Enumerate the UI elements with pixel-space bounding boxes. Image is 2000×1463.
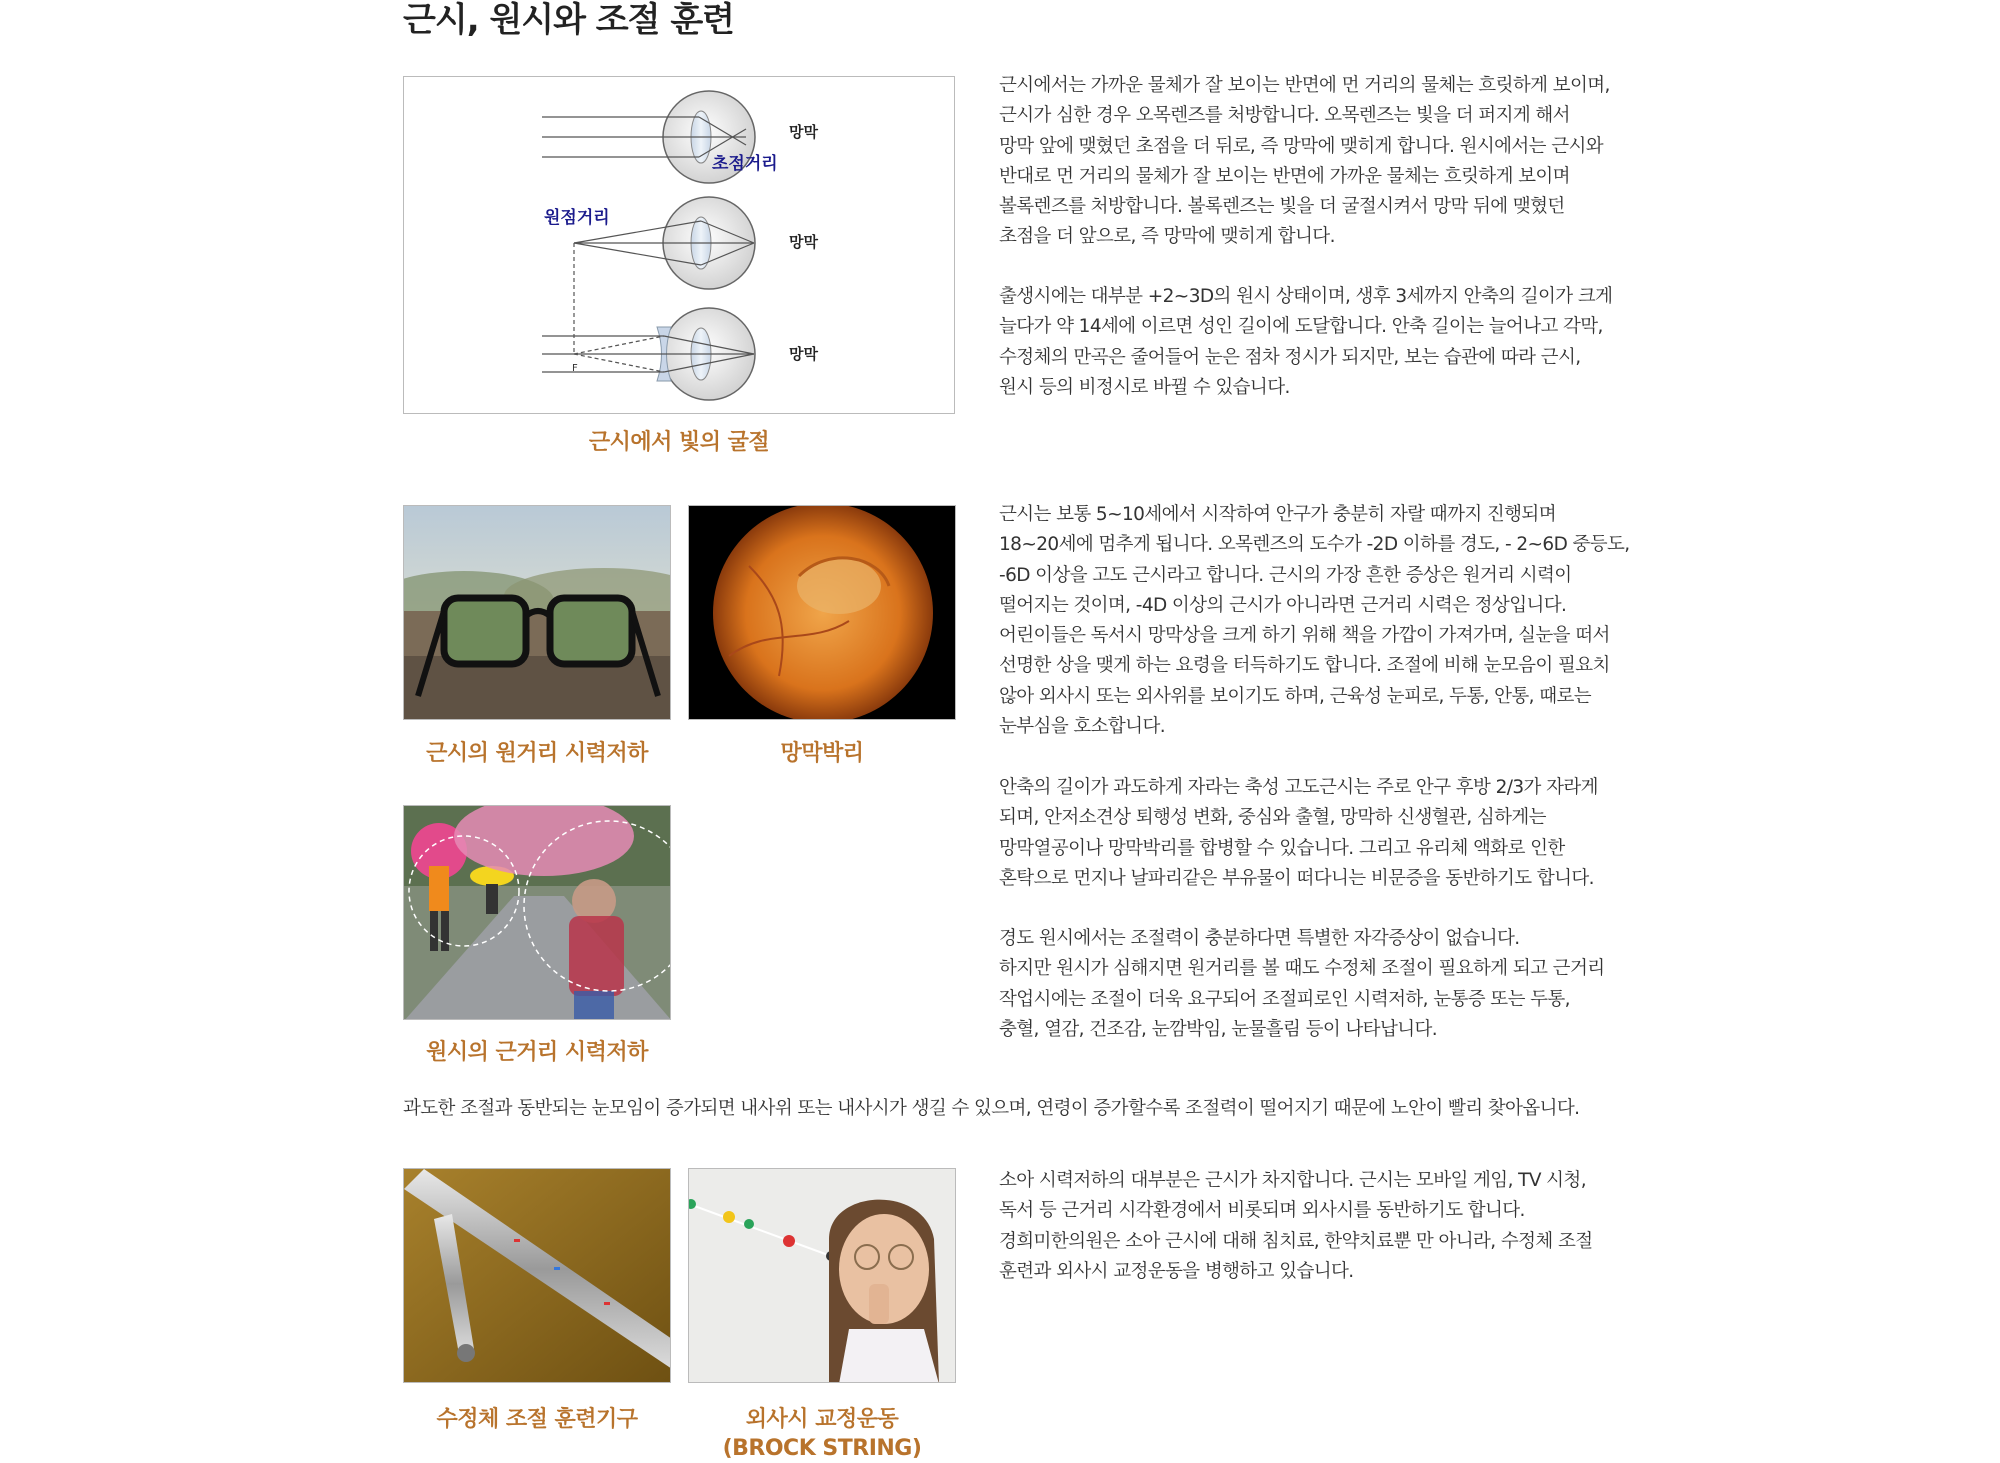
section2-full-line: 과도한 조절과 동반되는 눈모임이 증가되면 내사위 또는 내사시가 생길 수 있으며, 연령이 증가할수록 조절력이 떨어지기 때문에 노안이 빨리 찾아옵니다. [403, 1098, 1580, 1119]
brock-string-photo [688, 1168, 956, 1383]
hyperopia-umbrella-photo [403, 805, 671, 1020]
caption-hyperopia-near: 원시의 근거리 시력저하 [426, 1040, 648, 1065]
caption-refraction: 근시에서 빛의 굴절 [588, 430, 770, 455]
refraction-diagram [403, 76, 955, 414]
far-point-label: 원점거리 [544, 208, 610, 228]
page-title: 근시, 원시와 조절 훈련 [403, 0, 735, 40]
section2-paragraph-1: 근시는 보통 5~10세에서 시작하여 안구가 충분히 자랄 때까지 진행되며 18~20세에 멈추게 됩니다. 오목렌즈의 도수가 -2D 이하를 경도, - 2~6D 중등도, -6D 이상을 고도 근시라고 합니다. 근시의 가장 흔한 증상은 원거리 시력이 떨어지는 것이며, -4D 이상의 근시가 아니라면 근거리 시력은 정상입니다. 어린이들은 독서시 망막상을 크게 하기 위해 책을 가깝이 가져가며, 실눈을 떠서 선명한 상을 맺게 하는 요령을 터득하기도 합니다. 조절에 비해 눈모음이 필요치 않아 외사시 또는 외사위를 보이기도 하며, 근육성 눈피로, 두통, 안통, 때로는 눈부심을 호소합니다. [999, 504, 1630, 738]
section2-paragraph-3: 경도 원시에서는 조절력이 충분하다면 특별한 자각증상이 없습니다. 하지만 원시가 심해지면 원거리를 볼 때도 수정체 조절이 필요하게 되고 근거리 작업시에는 조절이 더욱 요구되어 조절피로인 시력저하, 눈통증 또는 두통, 충혈, 열감, 건조감, 눈깜박임, 눈물흘림 등이 나타납니다. [999, 928, 1605, 1040]
focus-f-label: F [572, 363, 578, 374]
myopia-glasses-photo [403, 505, 671, 720]
section2-paragraph-2: 안축의 길이가 과도하게 자라는 축성 고도근시는 주로 안구 후방 2/3가 자라게 되며, 안저소견상 퇴행성 변화, 중심와 출혈, 망막하 신생혈관, 심하게는 망막열공이나 망막박리를 합병할 수 있습니다. 그리고 유리체 액화로 인한 혼탁으로 먼지나 날파리같은 부유물이 떠다니는 비문증을 동반하기도 합니다. [999, 777, 1598, 889]
caption-brock-line-2: (BROCK STRING) [722, 1436, 922, 1461]
retina-label-1: 망막 [789, 123, 818, 141]
section1-paragraph-1: 근시에서는 가까운 물체가 잘 보이는 반면에 먼 거리의 물체는 흐릿하게 보이며, 근시가 심한 경우 오목렌즈를 처방합니다. 오목렌즈는 빛을 더 퍼지게 해서 망막 앞에 맺혔던 초점을 더 뒤로, 즉 망막에 맺히게 합니다. 원시에서는 근시와 반대로 먼 거리의 물체가 잘 보이는 반면에 가까운 물체는 흐릿하게 보이며 볼록렌즈를 처방합니다. 볼록렌즈는 빛을 더 굴절시켜서 망막 뒤에 맺혔던 초점을 더 앞으로, 즉 망막에 맺히게 합니다. [999, 75, 1610, 248]
section3-paragraph: 소아 시력저하의 대부분은 근시가 차지합니다. 근시는 모바일 게임, TV 시청, 독서 등 근거리 시각환경에서 비롯되며 외사시를 동반하기도 합니다. 경희미한의원은 소아 근시에 대해 침치료, 한약치료뿐 만 아니라, 수정체 조절 훈련과 외사시 교정운동을 병행하고 있습니다. [999, 1170, 1593, 1282]
eye-refraction-svg [404, 77, 955, 414]
retina-label-2: 망막 [789, 233, 818, 251]
retina-label-3: 망막 [789, 345, 818, 363]
caption-retinal-detachment: 망막박리 [780, 741, 864, 766]
lens-training-device-photo [403, 1168, 671, 1383]
caption-brock-string [688, 1405, 956, 1463]
caption-lens-device: 수정체 조절 훈련기구 [436, 1407, 638, 1432]
section1-paragraph-2: 출생시에는 대부분 +2~3D의 원시 상태이며, 생후 3세까지 안축의 길이가 크게 늘다가 약 14세에 이르면 성인 길이에 도달합니다. 안축 길이는 늘어나고 각막, 수정체의 만곡은 줄어들어 눈은 점차 정시가 되지만, 보는 습관에 따라 근시, 원시 등의 비정시로 바뀔 수 있습니다. [999, 286, 1613, 398]
caption-myopia-distance: 근시의 원거리 시력저하 [426, 741, 648, 766]
caption-brock-line-1: 외사시 교정운동 [745, 1407, 899, 1432]
retinal-detachment-photo [688, 505, 956, 720]
focal-length-label: 초점거리 [712, 154, 778, 174]
